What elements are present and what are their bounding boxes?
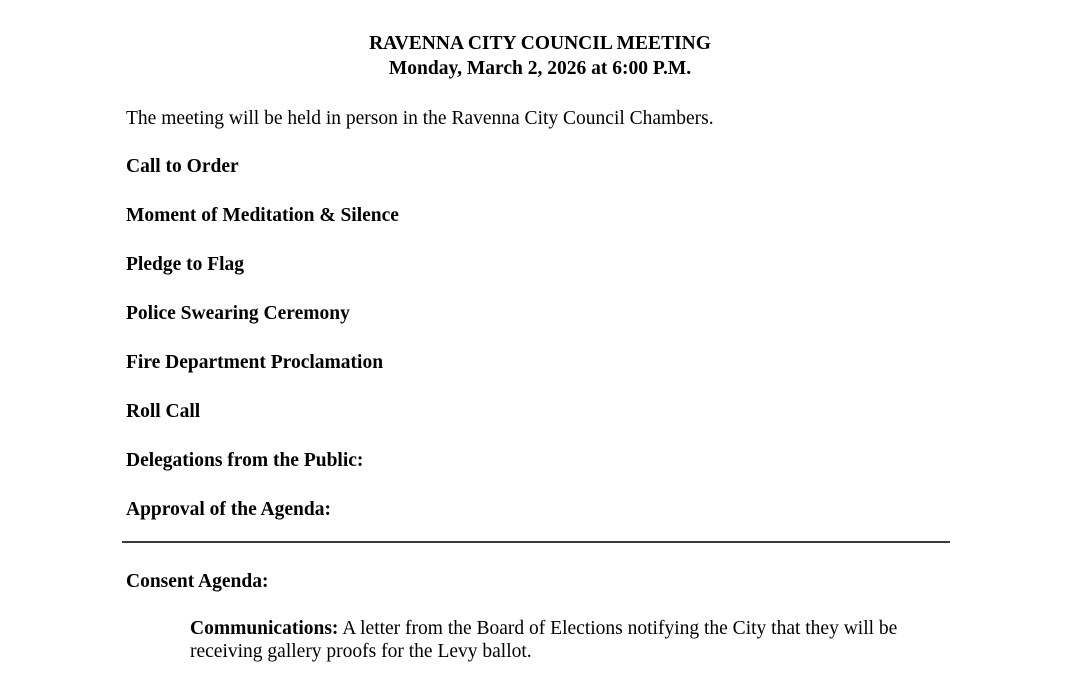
communications-text: A letter from the Board of Elections notifying the City that they will be receiving gallery proofs for the Levy ballot. (190, 618, 898, 662)
agenda-item-delegations-from-public: Delegations from the Public: (126, 450, 364, 471)
agenda-item-approval-of-agenda: Approval of the Agenda: (126, 499, 331, 520)
agenda-item-fire-department-proclamation: Fire Department Proclamation (126, 352, 384, 373)
communications-label: Communications: (190, 618, 339, 639)
meeting-title: RAVENNA CITY COUNCIL MEETING (369, 33, 711, 54)
agenda-item-call-to-order: Call to Order (126, 156, 239, 177)
agenda-item-moment-of-meditation: Moment of Meditation & Silence (126, 205, 399, 226)
document-header (0, 0, 1080, 81)
agenda-list (126, 155, 1080, 522)
communications-paragraph (190, 617, 942, 663)
section-divider (122, 541, 950, 543)
agenda-item-roll-call: Roll Call (126, 401, 201, 422)
meeting-location-note: The meeting will be held in person in the Ravenna City Council Chambers. (126, 108, 714, 129)
consent-agenda-heading: Consent Agenda: (126, 571, 269, 592)
agenda-item-police-swearing-ceremony: Police Swearing Ceremony (126, 303, 350, 324)
agenda-item-pledge-to-flag: Pledge to Flag (126, 254, 245, 275)
meeting-datetime: Monday, March 2, 2026 at 6:00 P.M. (388, 58, 692, 79)
